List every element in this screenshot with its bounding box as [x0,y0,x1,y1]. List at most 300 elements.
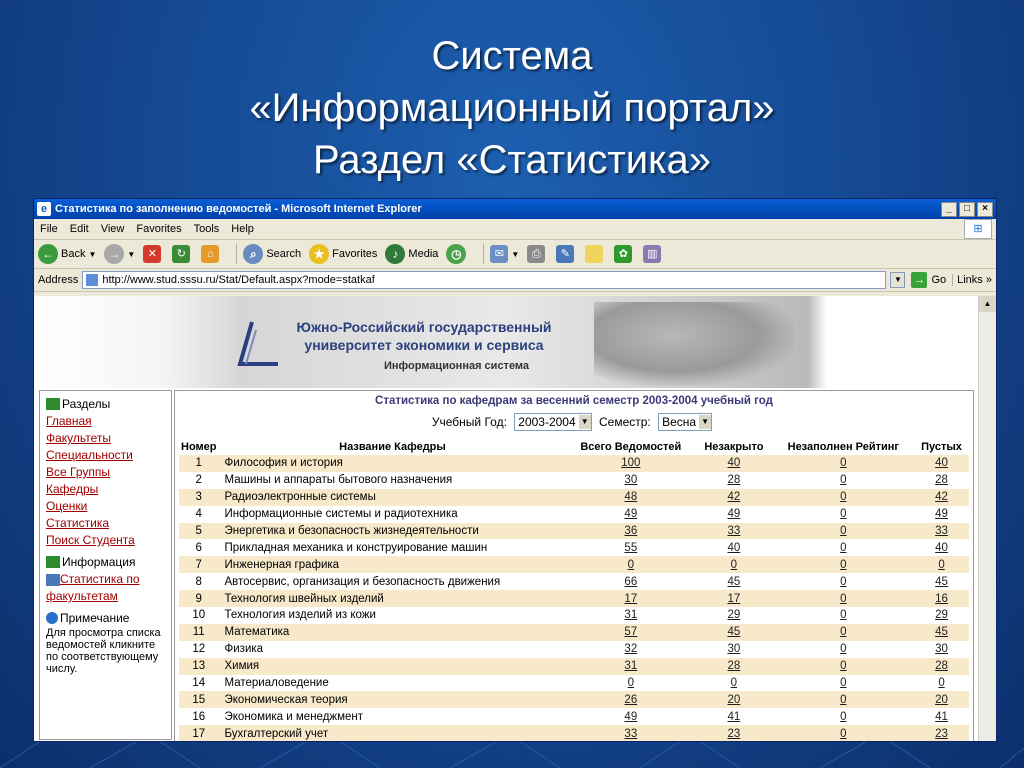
empty-count-link[interactable]: 42 [935,491,948,504]
table-row [179,708,969,725]
table-header-row [179,439,969,455]
statistics-heading: Статистика по кафедрам за весенний семестр 2003-2004 учебный год [375,395,773,407]
empty-count-link[interactable]: 0 [938,677,945,690]
table-cell [914,675,969,692]
table-cell [695,590,772,607]
empty-count-link[interactable]: 49 [935,508,948,521]
forward-dropdown-icon: ▼ [127,249,136,259]
empty-count-link[interactable]: 0 [938,558,945,571]
row-number: 9 [179,590,219,607]
column-header-department: Название Кафедры [339,441,446,453]
toolbar-separator [236,244,237,264]
scroll-up-icon[interactable]: ▲ [979,296,996,312]
empty-count-link[interactable]: 41 [935,710,948,723]
total-count-link[interactable]: 32 [624,643,638,656]
table-cell [695,556,772,573]
table-cell [695,506,772,523]
nav-link-student-search[interactable]: Поиск Студента [46,533,135,547]
table-cell [773,539,914,556]
table-cell [566,489,695,506]
green-arrow-icon [46,398,60,410]
department-name: Машины и аппараты бытового назначения [224,474,453,487]
table-cell [914,691,969,708]
row-number: 16 [192,710,206,723]
table-cell [773,556,914,573]
menu-help[interactable]: Help [231,223,254,235]
nav-link-grades[interactable]: Оценки [46,499,88,513]
table-cell [773,708,914,725]
total-count-link[interactable]: 66 [624,575,638,588]
star-icon: ★ [309,244,329,264]
no-rating-count-link[interactable]: 0 [840,558,847,571]
table-row [179,675,969,692]
windows-flag-icon: ⊞ [964,219,992,239]
department-name: Инженерная графика [219,556,567,573]
table-cell [695,708,772,725]
table-cell [566,658,695,675]
table-cell [914,607,969,624]
search-button[interactable] [243,244,301,264]
department-name: Технология изделий из кожи [224,609,376,622]
table-cell [695,641,772,658]
statistics-panel [174,390,974,741]
print-button[interactable] [527,245,548,263]
table-cell [695,607,772,624]
table-cell [695,624,772,641]
banner-photo [594,302,794,386]
go-button[interactable] [911,272,946,288]
total-count-link[interactable]: 0 [627,558,635,571]
nav-link-main[interactable]: Главная [46,414,92,428]
empty-count-link[interactable]: 33 [935,525,948,537]
no-rating-count-link[interactable]: 0 [840,710,847,723]
menu-tools[interactable]: Tools [193,223,220,235]
unclosed-count-link[interactable]: 17 [727,592,741,605]
row-number: 5 [179,523,219,540]
table-cell [566,675,695,692]
no-rating-count-link[interactable]: 0 [840,491,847,504]
menu-edit[interactable]: Edit [69,223,89,235]
table-cell [914,708,969,725]
department-name: Бухгалтерский учет [219,725,567,741]
column-header-unclosed: Незакрыто [704,441,764,453]
nav-link-specialties[interactable]: Специальности [46,448,133,462]
semester-value: Весна [662,415,697,429]
note-header [46,611,171,625]
media-icon: ♪ [385,244,405,264]
refresh-button[interactable] [172,245,193,263]
nav-link-statistics[interactable]: Статистика [46,516,110,530]
table-row [179,691,969,708]
mail-button[interactable] [490,245,519,263]
table-cell [773,573,914,590]
search-icon: ⌕ [243,244,263,264]
table-cell [695,523,772,540]
page-icon [86,274,98,286]
total-count-link[interactable]: 31 [624,609,638,622]
total-count-link[interactable]: 55 [624,541,638,554]
no-rating-count-link[interactable]: 0 [840,592,847,605]
table-cell [914,539,969,556]
info-header [46,555,171,569]
table-row [179,573,969,590]
table-row [179,455,969,472]
maximize-button[interactable]: □ [959,202,975,217]
table-cell [773,455,914,472]
row-number: 6 [195,541,202,554]
books-icon: ▥ [643,245,661,263]
table-cell [695,573,772,590]
unclosed-count-link[interactable]: 40 [727,457,741,470]
stop-icon: ✕ [143,245,161,263]
table-cell [566,472,695,489]
university-name [279,318,569,354]
statistics-table [179,439,969,741]
sections-header [46,397,171,411]
row-number: 17 [179,725,219,741]
table-cell [566,641,695,658]
no-rating-count-link[interactable]: 0 [840,609,847,622]
no-rating-count-link[interactable]: 0 [840,626,847,639]
portal-banner [34,296,978,388]
history-icon: ◷ [446,244,466,264]
favorites-label: Favorites [332,248,378,260]
table-cell [773,658,914,675]
table-cell [695,539,772,556]
table-cell [914,556,969,573]
home-button[interactable] [201,245,222,263]
total-count-link[interactable]: 57 [624,626,638,639]
nav-link-faculties[interactable]: Факультеты [46,431,111,445]
back-dropdown-icon: ▼ [88,249,97,259]
row-number: 12 [192,643,206,656]
department-name: Математика [219,624,567,641]
no-rating-count-link[interactable]: 0 [840,693,847,706]
refresh-icon: ↻ [172,245,190,263]
table-cell [773,607,914,624]
department-name: Радиоэлектронные системы [219,489,567,506]
table-row [179,506,969,523]
page-content [34,296,978,741]
total-count-link[interactable]: 31 [624,660,638,673]
table-row [179,590,969,607]
close-button[interactable]: × [977,202,993,217]
total-count-link[interactable]: 100 [621,457,641,470]
department-name: Информационные системы и радиотехника [224,508,458,521]
total-count-link[interactable]: 26 [624,693,638,706]
unclosed-count-link[interactable]: 23 [727,727,741,740]
home-icon: ⌂ [201,245,219,263]
info-label: Информация [62,555,136,569]
department-name: Философия и история [219,455,567,472]
no-rating-count-link[interactable]: 0 [840,525,847,537]
unclosed-count-link[interactable]: 28 [727,474,741,487]
column-header-no-rating: Незаполнен Рейтинг [787,441,899,453]
empty-count-link[interactable]: 29 [935,609,948,622]
chevron-down-icon: ▼ [699,415,711,429]
research-button[interactable] [643,245,664,263]
total-count-link[interactable]: 17 [624,592,638,605]
no-rating-count-link[interactable]: 0 [840,474,847,487]
unclosed-count-link[interactable]: 30 [727,643,741,656]
table-row [179,489,969,506]
total-count-link[interactable]: 49 [624,710,638,723]
table-cell [566,523,695,540]
table-cell [773,691,914,708]
mail-dropdown-icon: ▼ [511,249,520,259]
table-cell [773,506,914,523]
browser-window [33,198,997,742]
row-number: 1 [179,455,219,472]
vertical-scrollbar[interactable] [978,296,996,741]
table-cell [695,691,772,708]
table-cell [566,573,695,590]
table-cell [773,641,914,658]
address-input[interactable] [82,271,886,289]
edit-button[interactable] [556,245,577,263]
table-cell [566,708,695,725]
faculty-statistics-line-2: факультетам [46,589,118,603]
table-cell [566,539,695,556]
table-cell [914,590,969,607]
empty-count-link[interactable]: 45 [935,575,948,588]
table-cell [914,523,969,540]
total-count-link[interactable]: 33 [624,727,638,740]
empty-count-link[interactable]: 20 [935,693,948,706]
column-header-total: Всего Ведомостей [580,441,682,453]
table-icon [46,574,60,586]
address-dropdown-icon[interactable]: ▼ [890,272,905,288]
table-row [179,641,969,658]
note-label: Примечание [60,611,130,625]
system-label: Информационная система [384,360,530,372]
year-value: 2003-2004 [518,415,576,429]
department-name: Физика [224,643,264,656]
department-name: Энергетика и безопасность жизнедеятельности [219,523,567,540]
table-cell [914,624,969,641]
forward-button[interactable] [104,244,135,264]
table-cell [773,489,914,506]
faculty-statistics-link[interactable] [46,571,171,605]
university-name-line-2: университет экономики и сервиса [304,337,544,353]
table-cell [773,675,914,692]
total-count-link[interactable]: 36 [624,525,638,537]
links-label: Links [957,274,983,286]
window-title: Статистика по заполнению ведомостей - Microsoft Internet Explorer [55,203,422,215]
table-body [179,455,969,741]
row-number: 7 [179,556,219,573]
table-cell [914,489,969,506]
table-cell [914,573,969,590]
row-number: 14 [192,677,206,690]
no-rating-count-link[interactable]: 0 [840,457,847,470]
empty-count-link[interactable]: 40 [935,457,948,470]
table-cell [566,506,695,523]
column-header-number: Номер [181,441,217,453]
toolbar [34,240,996,269]
table-row [179,658,969,675]
empty-count-link[interactable]: 30 [935,643,948,656]
sections-label: Разделы [62,397,111,411]
semester-label: Семестр: [599,415,651,429]
stop-button[interactable] [143,245,164,263]
empty-count-link[interactable]: 28 [935,474,948,487]
table-cell [914,641,969,658]
minimize-button[interactable]: _ [941,202,957,217]
department-name: Экономическая теория [219,691,567,708]
table-cell [914,725,969,741]
address-label: Address [38,274,79,286]
info-icon [46,612,58,624]
unclosed-count-link[interactable]: 28 [727,660,741,673]
column-header-empty: Пустых [921,441,962,453]
address-bar [34,269,996,292]
row-number: 13 [179,658,219,675]
ie-app-icon: e [37,202,51,216]
favorites-button[interactable] [309,244,377,264]
department-name: Прикладная механика и конструирование машин [224,541,488,554]
university-logo [222,318,282,368]
table-row [179,556,969,573]
filters [175,413,973,431]
messenger-button[interactable] [614,245,635,263]
table-cell [773,590,914,607]
year-select[interactable] [514,413,591,431]
table-cell [914,472,969,489]
address-url: http://www.stud.sssu.ru/Stat/Default.aspx?mode=statkaf [102,274,375,286]
slide-title-line-3: Раздел «Статистика» [313,138,711,182]
table-row [179,523,969,540]
unclosed-count-link[interactable]: 0 [730,558,738,571]
table-cell [566,556,695,573]
flower-icon: ✿ [614,245,632,263]
title-bar [34,199,996,219]
row-number: 11 [179,624,219,641]
no-rating-count-link[interactable]: 0 [840,727,847,740]
table-cell [695,472,772,489]
slide-title [0,30,1024,186]
department-name: Автосервис, организация и безопасность движения [224,575,501,588]
empty-count-link[interactable]: 23 [935,727,948,740]
no-rating-count-link[interactable]: 0 [840,660,847,673]
unclosed-count-link[interactable]: 41 [727,710,741,723]
total-count-link[interactable]: 49 [624,508,638,521]
note-text: Для просмотра списка ведомостей кликните по соответствующему числу. [46,627,161,675]
go-arrow-icon: → [911,272,927,288]
back-button[interactable] [38,244,96,264]
media-button[interactable] [385,244,438,264]
unclosed-count-link[interactable]: 33 [727,525,741,537]
media-label: Media [408,248,439,260]
total-count-link[interactable]: 48 [624,491,638,504]
department-name: Экономика и менеджмент [224,710,364,723]
university-name-line-1: Южно-Российский государственный [296,319,552,335]
table-cell [566,624,695,641]
year-label: Учебный Год: [431,415,507,429]
row-number: 3 [179,489,219,506]
row-number: 15 [179,691,219,708]
table-cell [914,455,969,472]
table-cell [914,506,969,523]
no-rating-count-link[interactable]: 0 [840,541,847,554]
no-rating-count-link[interactable]: 0 [840,508,847,521]
table-row [179,624,969,641]
no-rating-count-link[interactable]: 0 [840,575,847,588]
department-name: Материаловедение [224,677,329,690]
nav-link-departments[interactable]: Кафедры [46,482,99,496]
semester-select[interactable] [658,413,712,431]
unclosed-count-link[interactable]: 29 [727,609,741,622]
table-cell [695,455,772,472]
unclosed-count-link[interactable]: 49 [727,508,741,521]
menu-file[interactable]: File [40,223,58,235]
slide-title-line-1: Система [431,34,593,78]
no-rating-count-link[interactable]: 0 [840,677,847,690]
history-button[interactable] [446,244,469,264]
slide-title-line-2: «Информационный портал» [249,86,775,130]
row-number: 8 [195,575,202,588]
table-row [179,539,969,556]
table-cell [695,725,772,741]
table-row [179,472,969,489]
department-name: Химия [219,658,567,675]
toolbar-separator-2 [483,244,484,264]
unclosed-count-link[interactable]: 20 [727,693,741,706]
table-cell [773,523,914,540]
table-cell [773,624,914,641]
table-cell [566,725,695,741]
go-label: Go [931,274,947,286]
menu-bar [34,219,996,240]
forward-arrow-icon: → [104,244,124,264]
department-name: Технология швейных изделий [219,590,567,607]
unclosed-count-link[interactable]: 45 [727,575,741,588]
total-count-link[interactable]: 30 [624,474,638,487]
unclosed-count-link[interactable]: 40 [727,541,741,554]
row-number: 2 [195,474,202,487]
table-cell [695,675,772,692]
back-label: Back [61,248,86,260]
sidebar [39,390,172,740]
table-cell [566,691,695,708]
empty-count-link[interactable]: 28 [935,660,948,673]
discuss-button[interactable] [585,245,606,263]
menu-view[interactable]: View [100,223,125,235]
back-arrow-icon: ← [38,244,58,264]
table-cell [695,658,772,675]
table-cell [566,607,695,624]
total-count-link[interactable]: 0 [627,677,635,690]
empty-count-link[interactable]: 45 [935,626,948,639]
green-arrow-icon [46,556,60,568]
print-icon: ⎙ [527,245,545,263]
links-button[interactable]: Links » [952,274,996,286]
chevron-down-icon: ▼ [579,415,591,429]
unclosed-count-link[interactable]: 45 [727,626,741,639]
table-cell [914,658,969,675]
table-cell [566,590,695,607]
search-label: Search [266,248,302,260]
empty-count-link[interactable]: 40 [935,541,948,554]
table-cell [773,725,914,741]
empty-count-link[interactable]: 16 [935,592,948,605]
unclosed-count-link[interactable]: 42 [727,491,741,504]
nav-link-all-groups[interactable]: Все Группы [46,465,110,479]
unclosed-count-link[interactable]: 0 [730,677,738,690]
menu-favorites[interactable]: Favorites [136,223,182,235]
no-rating-count-link[interactable]: 0 [840,643,847,656]
discuss-icon [585,245,603,263]
